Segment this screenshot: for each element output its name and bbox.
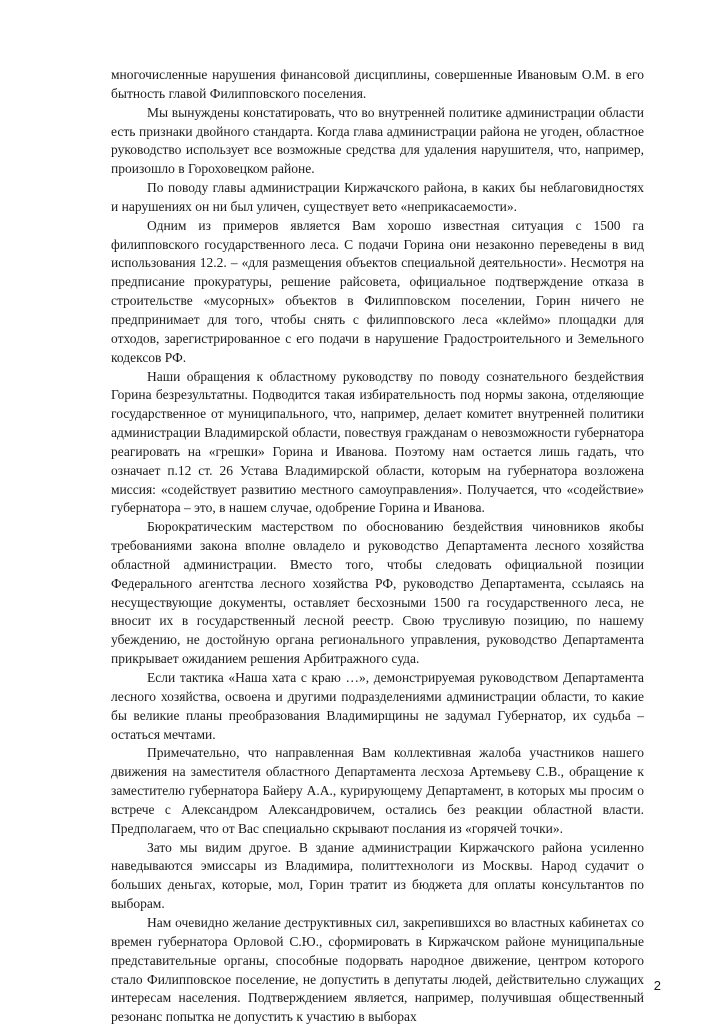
paragraph-8: Примечательно, что направленная Вам коллективная жалоба участников нашего движения на заместителя областного Департамента лесхоза Артемьеву С.В., обращение к заместителю губернатора Байеру А.А., курирующему Департамент, в которых мы просим о встрече с Александром Александровичем, остались без реакции областной власти. Предполагаем, что от Вас специально скрывают послания из «горячей точки».: [111, 745, 644, 836]
paragraph-1: многочисленные нарушения финансовой дисциплины, совершенные Ивановым О.М. в его бытность главой Филипповского поселения.: [111, 67, 644, 101]
paragraph-3: По поводу главы администрации Киржачского района, в каких бы неблаговидностях и нарушениях он ни был уличен, существует вето «неприкасаемости».: [111, 180, 644, 214]
paragraph-2: Мы вынуждены констатировать, что во внутренней политике администрации области есть признаки двойного стандарта. Когда глава администрации района не угоден, областное руководство использует все возможные средства для удаления нарушителя, что, например, произошло в Гороховецком районе.: [111, 104, 644, 177]
paragraph-4: Одним из примеров является Вам хорошо известная ситуация с 1500 га филипповского государственного леса. С подачи Горина они незаконно переведены в вид использования 12.2. – «для размещения объектов специальной деятельности». Несмотря на предписание прокуратуры, решение райсовета, официальное подтверждение отказа в строительстве «мусорных» объектов в Филипповском поселении, Горин ничего не предпринимает для того, чтобы снять с филипповского леса «клеймо» площадки для отходов, зарегистрированное с его подачи в нарушение Градостроительного и Земельного кодексов РФ.: [111, 217, 644, 365]
paragraph-6: Бюрократическим мастерством по обоснованию бездействия чиновников якобы требованиями закона вполне овладело и руководство Департамента лесного хозяйства областной администрации. Вместо того, чтобы следовать официальной позиции Федерального агентства лесного хозяйства РФ, руководство Департамента, ссылаясь на несуществующие документы, оставляет бесхозными 1500 га государственного леса, не вносит их в государственный лесной реестр. Свою трусливую позицию, по нашему убеждению, не достойную органа регионального управления, руководство Департамента прикрывает ожиданием решения Арбитражного суда.: [111, 519, 644, 667]
paragraph-10: Нам очевидно желание деструктивных сил, закрепившихся во властных кабинетах со времен губернатора Орловой С.Ю., сформировать в Киржачском районе муниципальные представительные органы, способные подорвать народное движение, центром которого стало Филипповское поселение, не допустить в депутаты людей, действительно служащих интересам населения. Подтверждением является, например, получившая общественный резонанс попытка не допустить к участию в выборах: [111, 914, 644, 1025]
paragraph-5: Наши обращения к областному руководству по поводу сознательного бездействия Горина безрезультатны. Подводится такая избирательность под нормы закона, отделяющие государственное от муниципального, что, например, делает комитет внутренней политики администрации Владимирской области, повествуя гражданам о невозможности губернатора реагировать на «грешки» Горина и Иванова. Поэтому нам остается лишь гадать, что означает п.12 ст. 26 Устава Владимирской области, которым на губернатора возложена миссия: «содействует развитию местного самоуправления». Получается, что «содействие» губернатора – это, в нашем случае, одобрение Горина и Иванова.: [111, 368, 644, 516]
document-body: [111, 66, 644, 1027]
paragraph-9: Зато мы видим другое. В здание администрации Киржачского района усиленно наведываются эмиссары из Владимира, политтехнологи из Москвы. Народ судачит о больших деньгах, которые, мол, Горин тратит из бюджета для оплаты консультантов по выборам.: [111, 839, 644, 912]
paragraph-7: Если тактика «Наша хата с краю …», демонстрируемая руководством Департамента лесного хозяйства, освоена и другими подразделениями администрации области, то какие бы великие планы преобразования Владимирщины не задумал Губернатор, их судьба – остаться мечтами.: [111, 670, 644, 742]
page-number: 2: [653, 978, 661, 993]
